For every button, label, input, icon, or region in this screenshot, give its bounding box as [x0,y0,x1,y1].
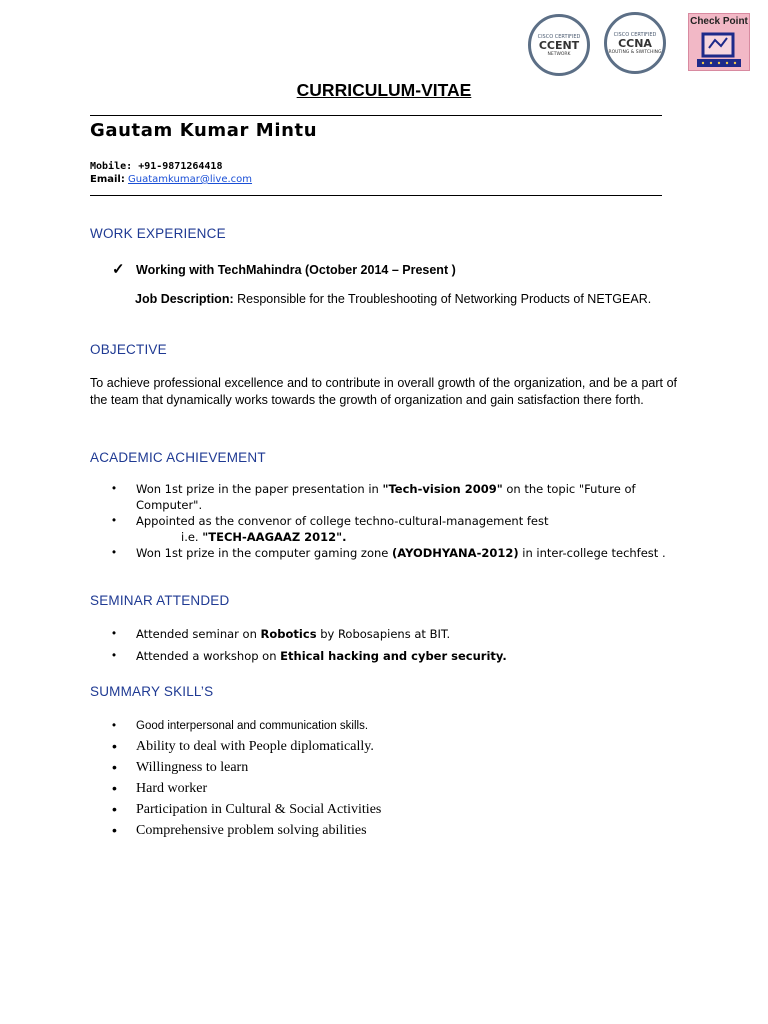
skills-heading: SUMMARY SKILL’S [90,684,214,699]
ccna-logo-sub: ROUTING & SWITCHING [608,49,662,55]
objective-text: To achieve professional excellence and to contribute in overall growth of the organization, and be a part of the team that dynamically works towards the growth of organization and gain satisfaction there forth. [90,376,677,407]
academic-heading: ACADEMIC ACHIEVEMENT [90,450,266,465]
checkpoint-computer-icon [689,30,749,70]
ccent-logo [528,14,590,76]
ccna-logo-top: CISCO CERTIFIED [613,31,657,38]
job-title: Working with TechMahindra (October 2014 – Present ) [136,263,456,277]
contact-email: Email: Guatamkumar@live.com [90,174,253,185]
check-icon: ✓ [112,261,125,278]
seminar-item: • Attended a workshop on Ethical hacking and cyber security. [112,648,682,664]
job-description-text: Responsible for the Troubleshooting of Networking Products of NETGEAR. [237,292,652,306]
skill-item: • Hard worker [112,778,672,799]
seminar-list [112,626,682,664]
skills-list [112,718,672,841]
checkpoint-logo [688,13,750,71]
job-entry [112,260,456,278]
ccna-logo [604,12,666,74]
skill-item: • Comprehensive problem solving abilities [112,820,672,841]
seminar-item: • Attended seminar on Robotics by Robosapiens at BIT. [112,626,682,642]
seminar-heading: SEMINAR ATTENDED [90,593,230,608]
ccent-logo-sub: NETWORK [547,51,571,57]
email-link[interactable]: Guatamkumar@live.com [128,174,253,185]
academic-item: • Won 1st prize in the computer gaming zone (AYODHYANA-2012) in inter-college techfest . [112,545,682,561]
checkpoint-logo-text: Check Point [690,16,748,27]
skill-item: • Good interpersonal and communication skills. [112,718,672,734]
ccent-logo-main: CCENT [538,38,580,52]
skill-item: • Willingness to learn [112,757,672,778]
ccent-logo-top: CISCO CERTIFIED [537,33,581,40]
skill-item: • Participation in Cultural & Social Activities [112,799,672,820]
contact-divider [90,195,662,196]
job-description-label: Job Description: [135,292,234,306]
top-divider [90,115,662,116]
academic-list [112,481,682,561]
contact-mobile [90,161,222,172]
ccna-logo-main: CCNA [618,36,652,50]
page-title: CURRICULUM-VITAE [296,80,472,100]
objective-heading: OBJECTIVE [90,342,167,357]
work-experience-heading: WORK EXPERIENCE [90,226,226,241]
skill-item: • Ability to deal with People diplomatically. [112,736,672,757]
mobile-label: Mobile: [90,161,133,172]
academic-item: • Won 1st prize in the paper presentation in "Tech-vision 2009" on the topic "Future of Computer". [112,481,682,513]
mobile-number: +91-9871264418 [138,161,223,172]
academic-item: • Appointed as the convenor of college techno-cultural-management fest i.e. "TECH-AAGAAZ 2012". [112,513,682,545]
candidate-name: Gautam Kumar Mintu [90,120,318,141]
job-description [135,291,655,307]
email-label: Email [90,174,121,185]
